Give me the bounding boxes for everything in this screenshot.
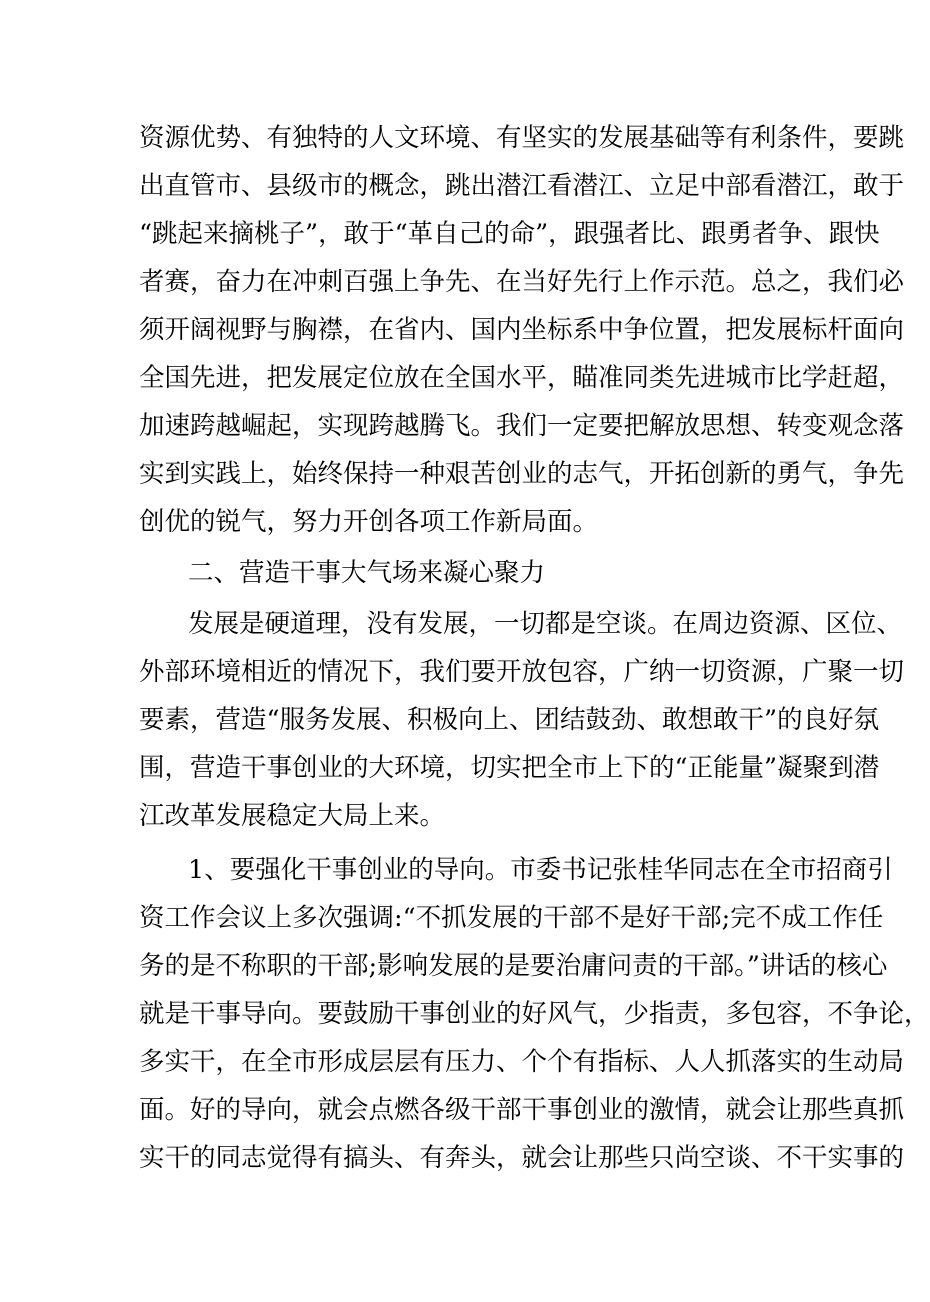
section-heading: 二、营造干事大气场来凝心聚力 <box>188 558 546 588</box>
paragraph-line: 围，营造干事创业的大环境，切实把全市上下的“正能量”凝聚到潜 <box>139 753 880 783</box>
paragraph-line: 出直管市、县级市的概念，跳出潜江看潜江、立足中部看潜江，敢于 <box>139 171 905 201</box>
paragraph-line: 全国先进，把发展定位放在全国水平，瞄准同类先进城市比学赶超， <box>139 363 905 393</box>
paragraph-line: 资源优势、有独特的人文环境、有坚实的发展基础等有利条件，要跳 <box>139 123 905 153</box>
paragraph-line: 务的是不称职的干部;影响发展的是要治庸问责的干部。”讲话的核心 <box>139 951 888 981</box>
paragraph-line: 须开阔视野与胸襟，在省内、国内坐标系中争位置，把发展标杆面向 <box>139 315 905 345</box>
paragraph-line-first: 发展是硬道理，没有发展，一切都是空谈。在周边资源、区位、 <box>188 609 903 639</box>
paragraph-line: 实到实践上，始终保持一种艰苦创业的志气，开拓创新的勇气，争先 <box>139 459 905 489</box>
paragraph-line: 外部环境相近的情况下，我们要开放包容，广纳一切资源，广聚一切 <box>139 657 905 687</box>
paragraph-line-first: 1、要强化干事创业的导向。市委书记张桂华同志在全市招商引 <box>188 855 893 885</box>
paragraph-line: 实干的同志觉得有搞头、有奔头，就会让那些只尚空谈、不干实事的 <box>139 1143 905 1173</box>
paragraph-line: 加速跨越崛起，实现跨越腾飞。我们一定要把解放思想、转变观念落 <box>139 411 905 441</box>
paragraph-line: 多实干，在全市形成层层有压力、个个有指标、人人抓落实的生动局 <box>139 1047 905 1077</box>
paragraph-line-last: 江改革发展稳定大局上来。 <box>139 801 446 831</box>
paragraph-line-last: 创优的锐气，努力开创各项工作新局面。 <box>139 507 599 537</box>
paragraph-line: 者赛，奋力在冲刺百强上争先、在当好先行上作示范。总之，我们必 <box>139 267 905 297</box>
paragraph-line: 就是干事导向。要鼓励干事创业的好风气，少指责，多包容，不争论， <box>139 999 930 1029</box>
paragraph-line: 面。好的导向，就会点燃各级干部干事创业的激情，就会让那些真抓 <box>139 1095 905 1125</box>
paragraph-line: 要素，营造“服务发展、积极向上、团结鼓劲、敢想敢干”的良好氛 <box>139 705 880 735</box>
paragraph-line: “跳起来摘桃子”，敢于“革自己的命”，跟强者比、跟勇者争、跟快 <box>139 219 880 249</box>
paragraph-line: 资工作会议上多次强调:“不抓发展的干部不是好干部;完不成工作任 <box>139 903 884 933</box>
